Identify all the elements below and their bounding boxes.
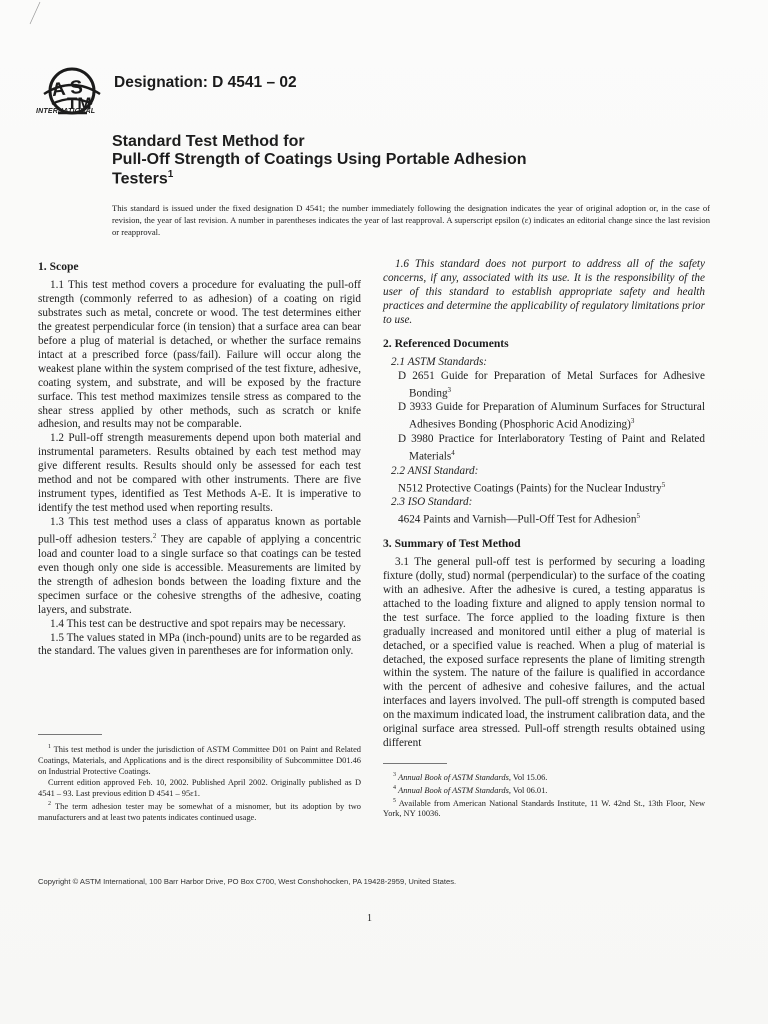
ref-iso-4624: 4624 Paints and Varnish—Pull-Off Test for Adhesion$^5$	[398, 512, 640, 526]
pen-mark	[28, 0, 42, 26]
para-1-6: 1.6 This standard does not purport to address all of the safety concerns, if any, associated with its use. It is the responsibility of the user of this standard to establish appropriate safety and health practices and determine the applicability of regulatory limitations prior to use.	[383, 258, 705, 326]
title-line-3: Testers$^1$	[112, 169, 174, 188]
svg-text:A S: A S	[50, 76, 84, 102]
para-1-5: 1.5 The values stated in MPa (inch-pound) units are to be regarded as the standard. The values given in parentheses are for information only.	[38, 631, 361, 658]
para-1-2: 1.2 Pull-off strength measurements depend upon both material and instrumental parameters. Results obtained by each test method may give different results. Results should only be assessed for each test method and not be compared with other instruments. There are five instrument types, identified as Test Methods A-E. It is imperative to identify the test method used when reporting results.	[38, 432, 361, 515]
title-line-2: Pull-Off Strength of Coatings Using Portable Adhesion	[112, 151, 527, 168]
footnote-rule-left	[38, 734, 102, 735]
para-3-1: 3.1 The general pull-off test is performed by securing a loading fixture (dolly, stud) normal (perpendicular) to the surface of the coating with an adhesive. After the adhesive is cured, a testing apparatus is attached to the loading fixture and aligned to apply tension normal to the test surface. The force applied to the loading fixture is then gradually increased and monitored until either a plug of material is detached, or a specified value is reached. When a plug of material is detached, the exposed surface represents the plane of limiting strength within the system. The nature of the failure is qualified in accordance with the percent of adhesive and cohesive failures, and the actual interfaces and layers involved. The pull-off strength is computed based on the maximum indicated load, the instrument calibration data, and the original surface area stressed. Pull-off strength results obtained using different	[383, 555, 705, 750]
referenced-documents-heading: 2. Referenced Documents	[383, 336, 509, 350]
footnote-5: $^5$ Available from American National Standards Institute, 11 W. 42nd St., 13th Floor, New York, NY 10036.	[383, 797, 705, 819]
title-line-1: Standard Test Method for	[112, 133, 305, 150]
footnote-2: $^2$ The term adhesion tester may be somewhat of a misnomer, but its adoption by two manufacturers and at least two patents indicates continued usage.	[38, 800, 361, 822]
para-1-3: 1.3 This test method uses a class of apparatus known as portable pull-off adhesion testers.$^2$ They are capable of applying a concentric load and counter load to a single surface so that coatings can be tested even though only one side is accessible. Measurements are limited by the strength of adhesion bonds between the loading fixture and the specimen surface or the cohesive strengths of the adhesive, coating layers, and substrate.	[38, 516, 361, 616]
ansi-standard-label: 2.2 ANSI Standard:	[391, 464, 479, 477]
footnote-1: $^1$ This test method is under the jurisdiction of ASTM Committee D01 on Paint and Related Coatings, Materials, and Applications and is the direct responsibility of Subcommittee D01.46 on Industrial Protective Coatings.	[38, 744, 361, 776]
right-column	[383, 258, 705, 751]
title-footnote-marker: 1	[167, 169, 174, 180]
ref-d3933: D 3933 Guide for Preparation of Aluminum Surfaces for Structural Adhesives Bonding (Phosphoric Acid Anodizing)$^3$	[398, 401, 705, 431]
ref-n512: N512 Protective Coatings (Paints) for the Nuclear Industry$^5$	[398, 480, 666, 495]
ref-d2651: D 2651 Guide for Preparation of Metal Surfaces for Adhesive Bonding$^3$	[398, 369, 705, 400]
footnotes-left	[38, 742, 361, 823]
summary-heading: 3. Summary of Test Method	[383, 536, 521, 550]
copyright-line: Copyright © ASTM International, 100 Barr Harbor Drive, PO Box C700, West Conshohocken, PA 19428-2959, United States.	[38, 877, 457, 886]
para-1-1: 1.1 This test method covers a procedure for evaluating the pull-off strength (commonly referred to as adhesion) of a coating on rigid substrates such as metal, concrete or wood. The test determines either the greatest perpendicular force (in tension) that a surface area can bear before a plug of material is detached, or whether the surface remains intact at a prescribed force (pass/fail). Failure will occur along the weakest plane within the system comprised of the test fixture, adhesive, coating system, and substrate, and will be exposed by the fracture surface. This test method maximizes tensile stress as compared to the shear stress applied by other methods, such as scratch or knife adhesion, and results may not be comparable.	[38, 278, 361, 431]
footnote-1-edition: Current edition approved Feb. 10, 2002. Published April 2002. Originally published as D 4541 – 93. Last previous edition D 4541 – 95ε1.	[38, 777, 361, 798]
iso-standard-label: 2.3 ISO Standard:	[391, 496, 473, 509]
designation: Designation: D 4541 – 02	[114, 74, 297, 91]
astm-standards-label: 2.1 ASTM Standards:	[391, 355, 488, 368]
svg-text:TM: TM	[67, 94, 92, 113]
footnote-rule-right	[383, 763, 447, 764]
scope-heading: 1. Scope	[38, 260, 79, 273]
logo-subtitle: INTERNATIONAL	[36, 108, 96, 115]
ref-d3980: D 3980 Practice for Interlaboratory Testing of Paint and Related Materials$^4$	[398, 432, 705, 463]
footnote-4: $^4$ Annual Book of ASTM Standards, Vol 06.01.	[393, 784, 548, 795]
para-1-4: 1.4 This test can be destructive and spot repairs may be necessary.	[50, 617, 346, 630]
page-number: 1	[367, 913, 372, 924]
standard-notice: This standard is issued under the fixed designation D 4541; the number immediately following the designation indicates the year of original adoption or, in the case of revision, the year of last revision. A number in parentheses indicates the year of last reapproval. A superscript epsilon (ε) indicates an editorial change since the last revision or reapproval.	[112, 203, 710, 237]
footnote-3: $^3$ Annual Book of ASTM Standards, Vol 15.06.	[393, 772, 548, 782]
footnotes-right	[383, 770, 705, 819]
left-column	[38, 260, 361, 659]
